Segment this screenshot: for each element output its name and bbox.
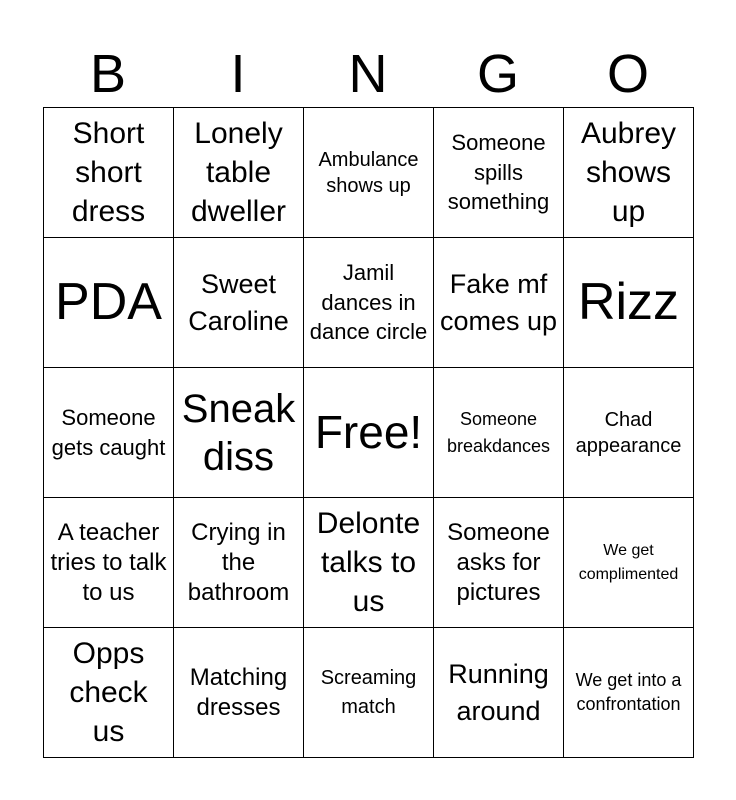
cell-text: Matching dresses — [189, 663, 288, 721]
cell-text: Delonte talks to us — [316, 507, 421, 618]
bingo-cell-r5c2[interactable] — [174, 628, 304, 758]
cell-text: Lonely table dweller — [190, 117, 287, 228]
cell-text: Rizz — [577, 272, 680, 331]
cell-text: Someone spills something — [447, 129, 550, 215]
header-letter-n: N — [348, 44, 388, 104]
cell-text: Short short dress — [71, 117, 146, 228]
cell-text: We get into a confrontation — [575, 670, 682, 714]
bingo-cell-r5c4[interactable] — [434, 628, 564, 758]
cell-text: Running around — [448, 659, 549, 726]
bingo-cell-r1c3[interactable] — [304, 108, 434, 238]
header-letter-g: G — [476, 44, 519, 104]
bingo-cell-r2c2[interactable] — [174, 238, 304, 368]
cell-text: Sweet Caroline — [188, 269, 289, 336]
bingo-cell-r3c2[interactable] — [174, 368, 304, 498]
bingo-cell-r4c2[interactable] — [174, 498, 304, 628]
cell-text: Free! — [314, 406, 423, 459]
header-letter-i: I — [230, 44, 246, 104]
header-letter-b: B — [89, 44, 127, 104]
bingo-cell-r4c4[interactable] — [434, 498, 564, 628]
cell-text: Opps check us — [69, 637, 148, 748]
bingo-cell-r5c5[interactable] — [564, 628, 694, 758]
bingo-cell-r4c5[interactable] — [564, 498, 694, 628]
bingo-cell-r1c2[interactable] — [174, 108, 304, 238]
cell-text: Screaming match — [320, 666, 417, 718]
bingo-cell-r2c4[interactable] — [434, 238, 564, 368]
cell-text: Chad appearance — [575, 408, 682, 457]
bingo-cell-r1c1[interactable] — [44, 108, 174, 238]
bingo-cell-r4c3[interactable] — [304, 498, 434, 628]
bingo-cell-r3c4[interactable] — [434, 368, 564, 498]
cell-text: Aubrey shows up — [580, 117, 677, 228]
bingo-cell-r2c1[interactable] — [44, 238, 174, 368]
cell-text: A teacher tries to talk to us — [50, 518, 167, 606]
bingo-cell-r3c1[interactable] — [44, 368, 174, 498]
cell-text: Crying in the bathroom — [187, 518, 290, 606]
bingo-cell-r4c1[interactable] — [44, 498, 174, 628]
bingo-cell-r3c5[interactable] — [564, 368, 694, 498]
bingo-cell-r3c3[interactable] — [304, 368, 434, 498]
cell-text: Fake mf comes up — [439, 269, 558, 336]
cell-text: PDA — [55, 272, 162, 331]
cell-text: Ambulance shows up — [318, 148, 419, 197]
cell-text: Sneak diss — [181, 386, 296, 479]
cell-text: Someone asks for pictures — [447, 518, 550, 606]
bingo-cell-r1c4[interactable] — [434, 108, 564, 238]
bingo-cell-r5c3[interactable] — [304, 628, 434, 758]
bingo-grid — [43, 107, 694, 758]
bingo-cell-r2c3[interactable] — [304, 238, 434, 368]
bingo-cell-r2c5[interactable] — [564, 238, 694, 368]
cell-text: We get complimented — [578, 542, 679, 583]
cell-text: Jamil dances in dance circle — [309, 259, 428, 345]
cell-text: Someone gets caught — [51, 404, 166, 460]
header-letter-o: O — [606, 44, 649, 104]
bingo-cell-r1c5[interactable] — [564, 108, 694, 238]
bingo-header — [43, 40, 693, 108]
cell-text: Someone breakdances — [446, 409, 551, 456]
bingo-cell-r5c1[interactable] — [44, 628, 174, 758]
